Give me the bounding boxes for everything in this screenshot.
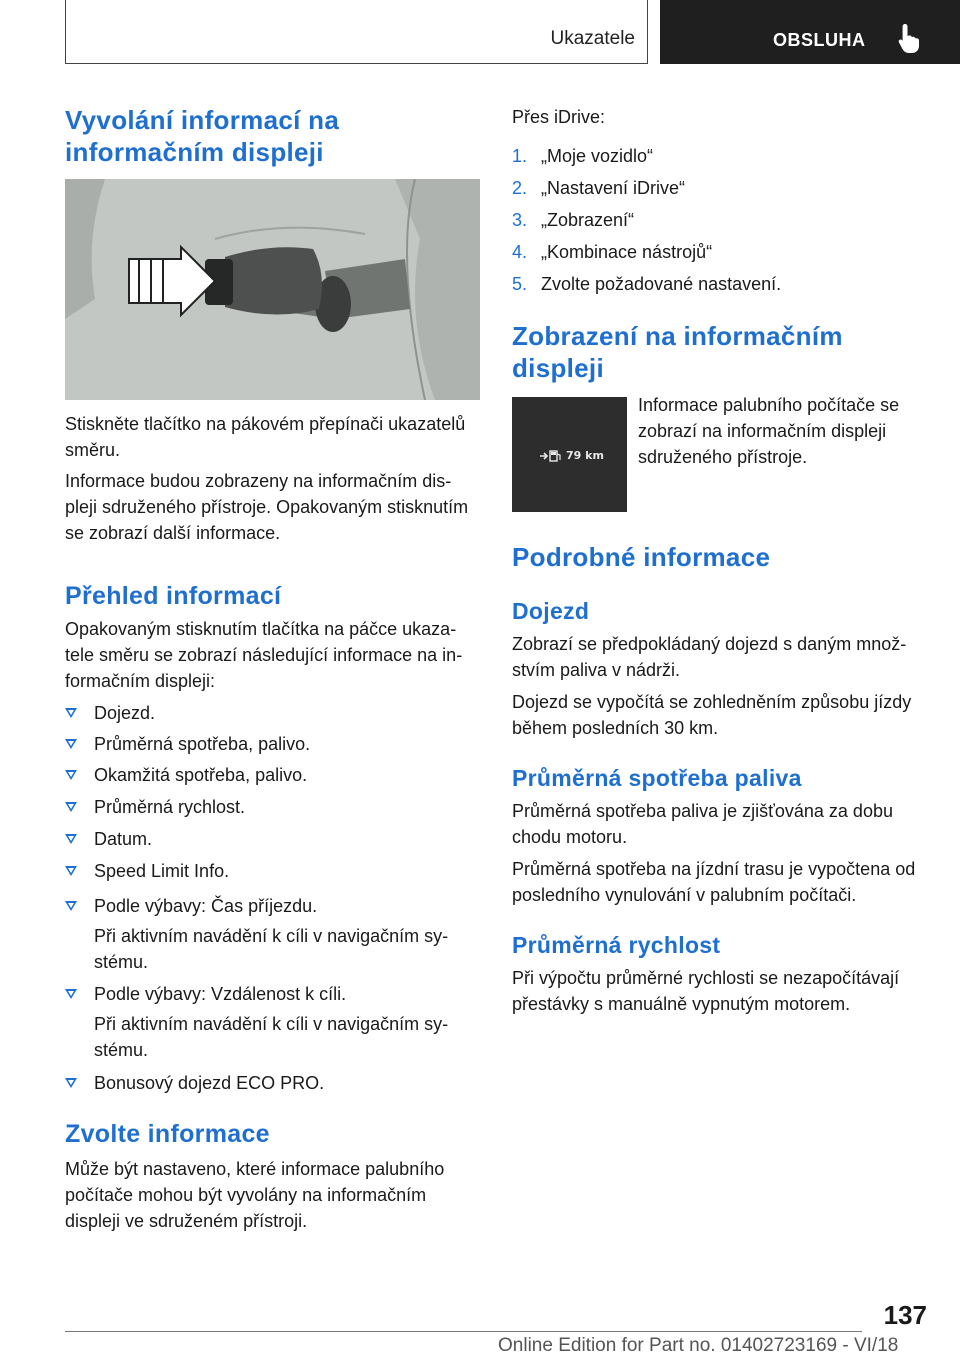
triangle-bullet-icon [65, 901, 77, 911]
paragraph-select-info: Může být nastaveno, které informace palubního počítače mohou být vyvolány na informačním displeji ve sdruženém přístroji. [65, 1159, 445, 1231]
paragraph-range-1: Zobrazí se předpokládaný dojezd s daným množstvím paliva v nádrži. [512, 634, 907, 680]
heading-call-info: Vyvolání informací na informačním displeji [65, 105, 340, 167]
sub-paragraph-arrival: Při aktivním navádění k cíli v navigačním systému. [94, 926, 449, 972]
heading-display: Zobrazení na informačním displeji [512, 321, 843, 383]
fuel-range-icon [540, 449, 562, 463]
triangle-bullet-icon [65, 770, 77, 780]
triangle-bullet-icon [65, 802, 77, 812]
paragraph-via-idrive: Přes iDrive: [512, 107, 606, 127]
triangle-bullet-icon [65, 1078, 77, 1088]
paragraph-range-2: Dojezd se vypočítá se zohledněním způsobu jízdy během posledních 30 km. [512, 692, 912, 738]
triangle-bullet-icon [65, 708, 77, 718]
paragraph-display: Informace palubního počítače se zobrazí na informačním displeji sdruženého přístroje. [638, 395, 900, 467]
paragraph-avg-fuel-1: Průměrná spotřeba paliva je zjišťována za dobu chodu motoru. [512, 801, 893, 847]
list-item: 1. „Moje vozidlo“ [512, 146, 654, 166]
heading-range: Dojezd [512, 598, 590, 624]
list-item: 5. Zvolte požadované nastavení. [512, 274, 782, 294]
footer-edition: Online Edition for Part no. 01402723169 - VI/18 [498, 1335, 899, 1356]
paragraph-avg-speed: Při výpočtu průměrné rychlosti se nezapočítávají přestávky s manuálně vypnutým motorem. [512, 968, 900, 1014]
list-item: 2. „Nastavení iDrive“ [512, 178, 686, 198]
hand-pointer-icon [896, 22, 924, 54]
lever-drawing [65, 179, 480, 400]
chapter-title: OBSLUHA [773, 30, 866, 50]
turn-signal-lever-illustration [65, 179, 480, 400]
sub-paragraph-distance: Při aktivním navádění k cíli v navigačním systému. [94, 1014, 449, 1060]
heading-detail: Podrobné informace [512, 542, 771, 572]
heading-avg-speed: Průměrná rychlost [512, 932, 721, 958]
section-title: Ukazatele [550, 28, 635, 49]
list-item: 4. „Kombinace nástrojů“ [512, 242, 713, 262]
heading-select-info: Zvolte informace [65, 1120, 270, 1148]
range-value: 79 km [566, 449, 604, 462]
header-section-box [65, 0, 648, 64]
heading-avg-fuel: Průměrná spotřeba paliva [512, 765, 802, 791]
paragraph-press-button: Stiskněte tlačítko na pákovém přepínači ukazatelů směru. [65, 414, 466, 460]
triangle-bullet-icon [65, 989, 77, 999]
triangle-bullet-icon [65, 739, 77, 749]
list-item: 3. „Zobrazení“ [512, 210, 635, 230]
heading-overview: Přehled informací [65, 582, 282, 610]
paragraph-overview: Opakovaným stisknutím tlačítka na páčce ukazatele směru se zobrazí následující informace na informačním displeji: [65, 619, 463, 691]
triangle-bullet-icon [65, 866, 77, 876]
triangle-bullet-icon [65, 834, 77, 844]
page-number: 137 [883, 1300, 927, 1330]
footer-divider [65, 1331, 862, 1332]
paragraph-avg-fuel-2: Průměrná spotřeba na jízdní trasu je vypočtena od posledního vynulování v palubním počítači. [512, 859, 916, 905]
chapter-tab [660, 0, 960, 64]
info-display-illustration [512, 397, 627, 512]
paragraph-info-display: Informace budou zobrazeny na informačním displeji sdruženého přístroje. Opakovaným stisknutím se zobrazí další informace. [65, 471, 469, 543]
